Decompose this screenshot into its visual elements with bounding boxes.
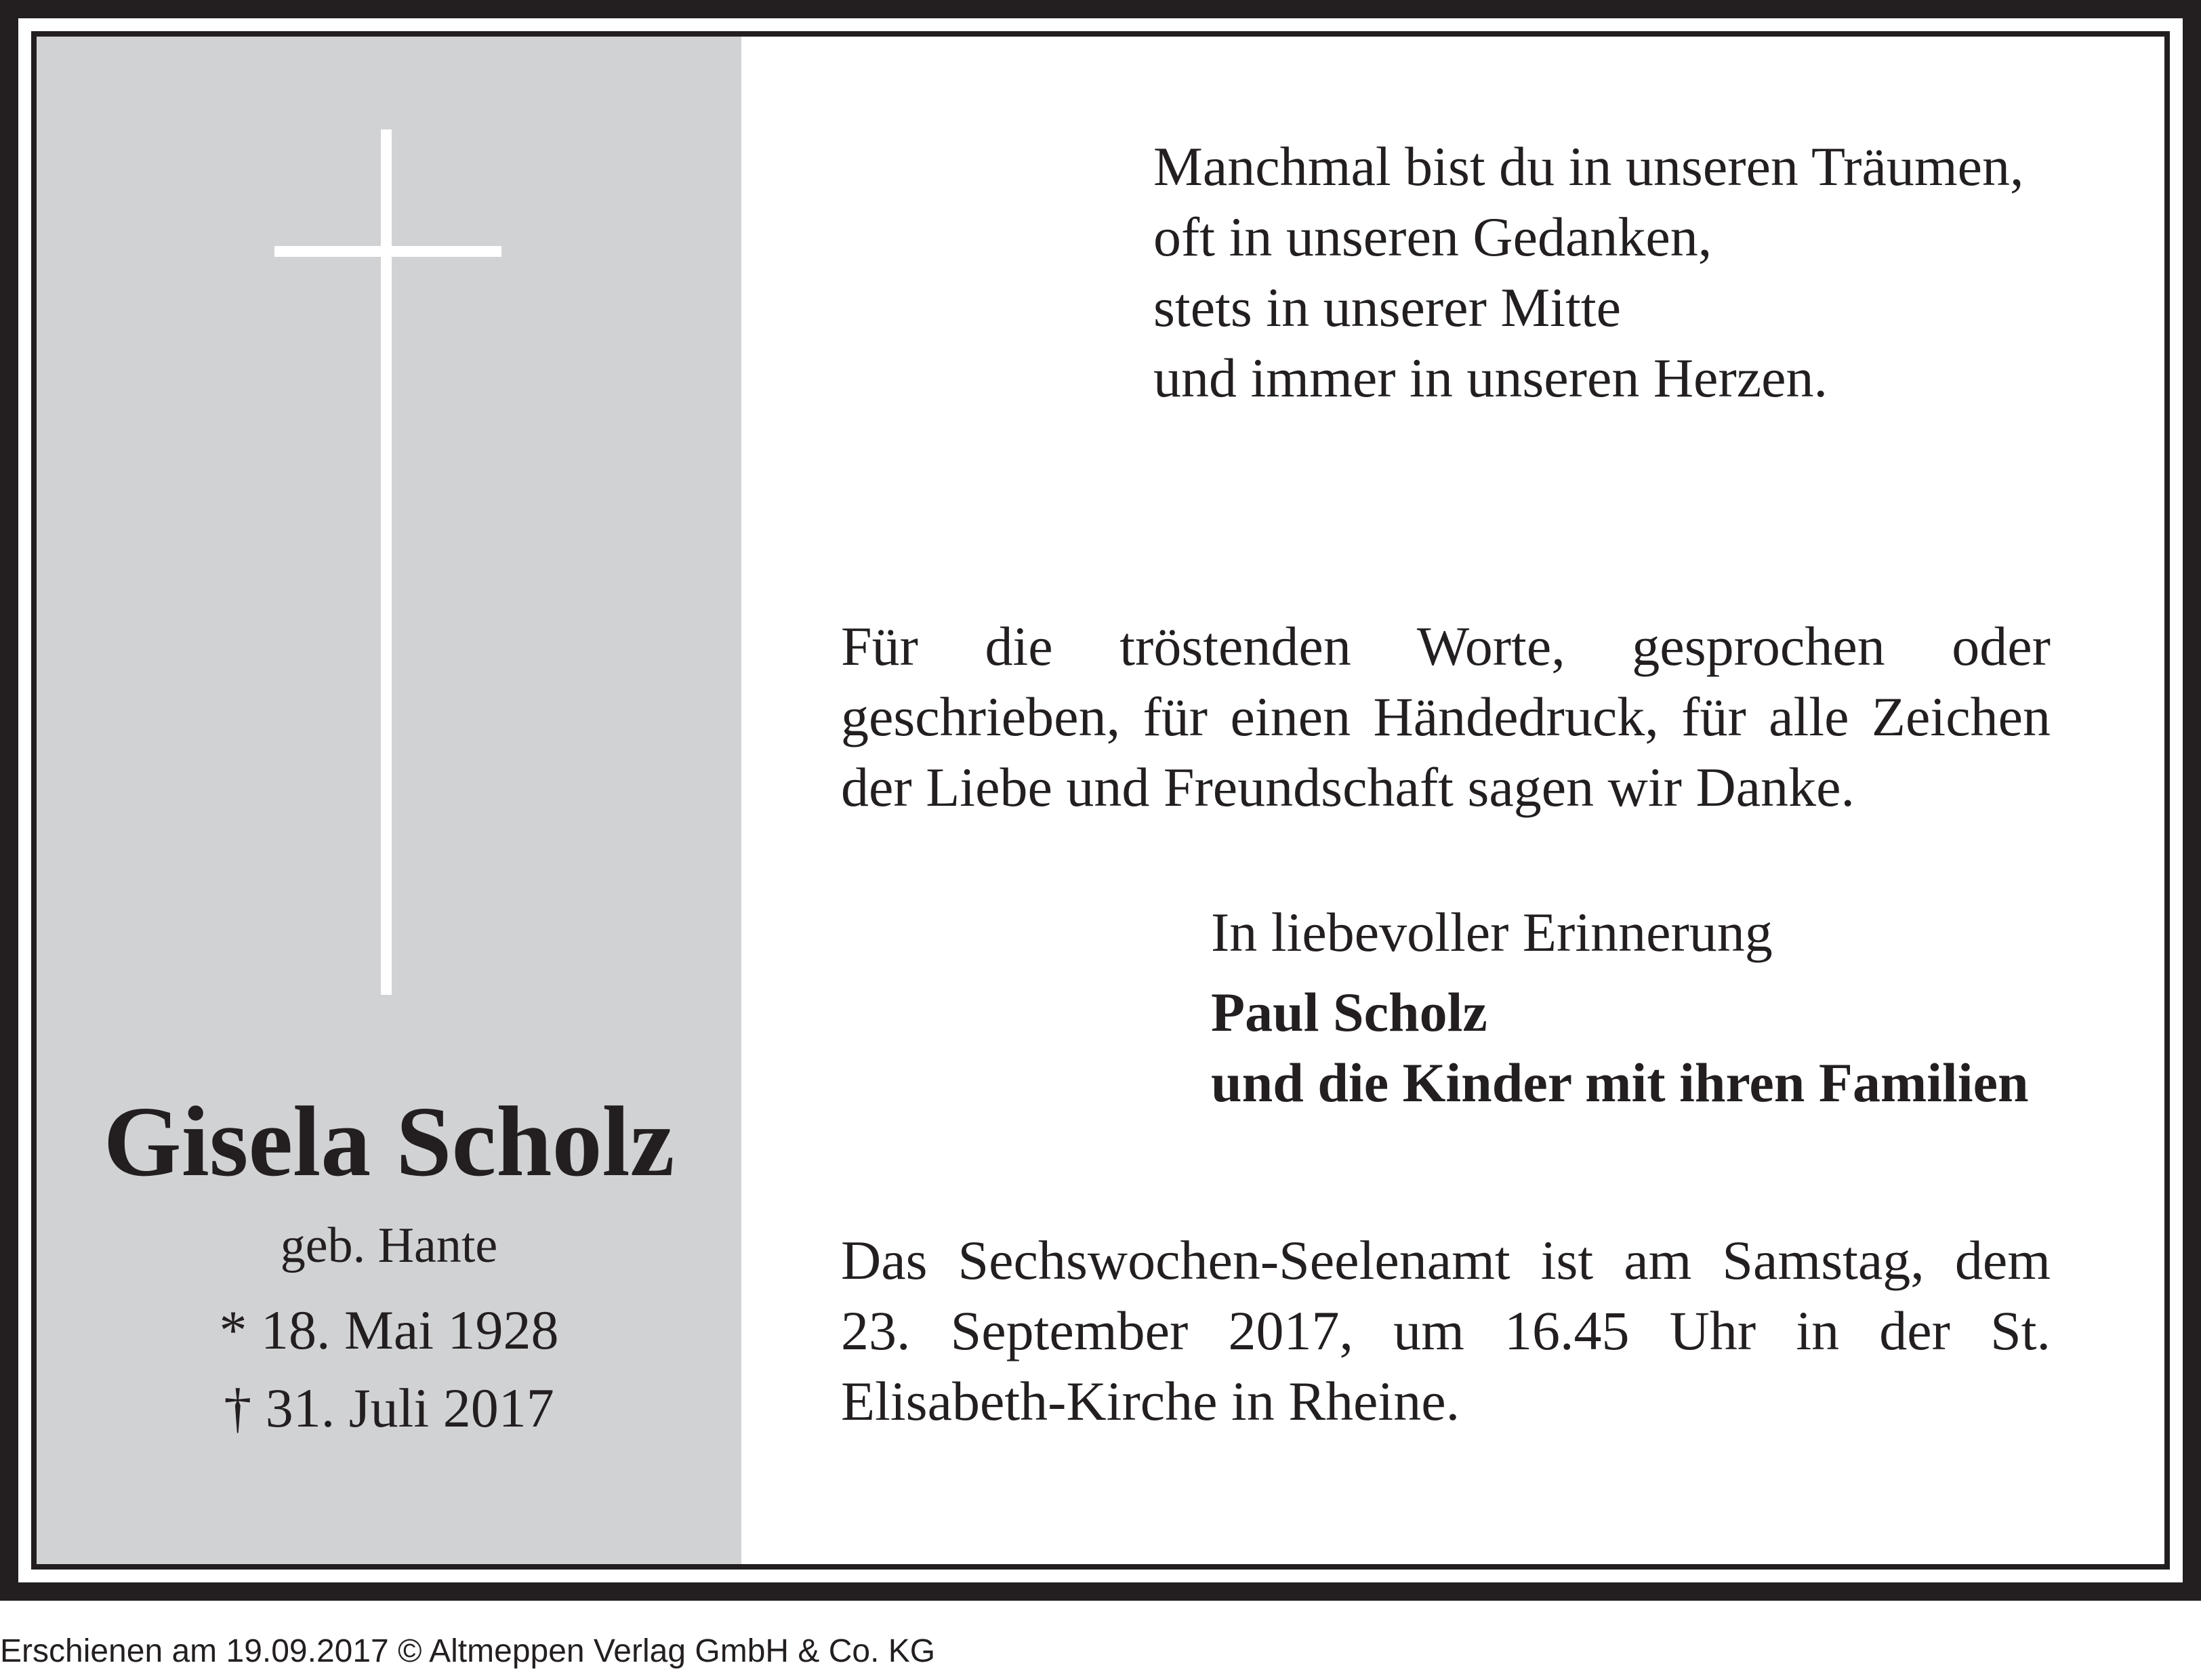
signature-block — [1211, 897, 2092, 1118]
poem-line: stets in unserer Mitte — [1153, 276, 1622, 338]
birth-name: geb. Hante — [280, 1218, 498, 1273]
service-announcement: Das Sechswochen-Seelenamt ist am Samstag, dem 23. September 2017, um 16.45 Uhr in der St. Elisabeth-Kirche in Rheine. — [841, 1229, 2051, 1432]
cross-vertical-bar — [381, 129, 392, 995]
signature-intro: In liebevoller Erinnerung — [1211, 901, 1773, 963]
death-date: † 31. Juli 2017 — [224, 1377, 554, 1439]
thanks-paragraph: Für die tröstenden Worte, gesprochen oder geschrieben, für einen Händedruck, für alle Zeichen der Liebe und Freundschaft sagen wir Danke. — [841, 615, 2051, 818]
signature-name: Paul Scholz — [1211, 981, 1487, 1043]
poem-line: oft in unseren Gedanken, — [1153, 206, 1712, 268]
deceased-name: Gisela Scholz — [103, 1086, 675, 1197]
poem-line: Manchmal bist du in unseren Träumen, — [1153, 136, 2024, 197]
publication-footer: Erschienen am 19.09.2017 © Altmeppen Verlag GmbH & Co. KG — [0, 1633, 936, 1669]
birth-date: * 18. Mai 1928 — [219, 1299, 559, 1361]
obituary-notice — [37, 37, 2164, 1564]
signature-family: und die Kinder mit ihren Familien — [1211, 1052, 2029, 1113]
poem-line: und immer in unseren Herzen. — [1153, 347, 1828, 409]
cross-horizontal-bar — [274, 246, 501, 257]
poem — [1153, 131, 2116, 413]
deceased-panel — [37, 37, 741, 1564]
